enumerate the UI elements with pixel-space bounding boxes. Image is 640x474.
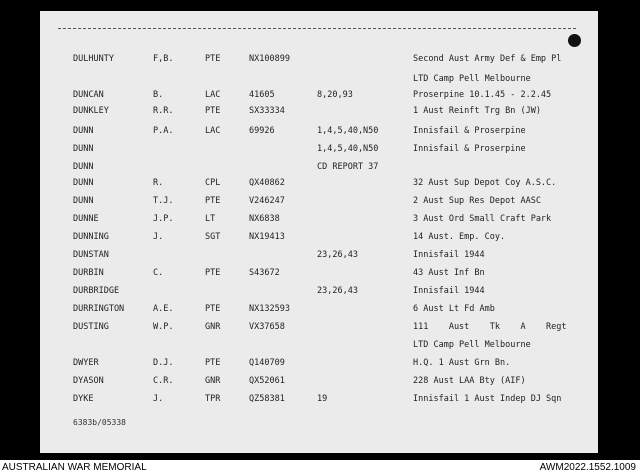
service-number: Q140709 <box>249 358 285 368</box>
rank: LT <box>205 214 216 224</box>
surname: DULHUNTY <box>73 54 114 64</box>
unit: 6 Aust Lt Fd Amb <box>413 304 495 314</box>
unit: Innisfail & Proserpine <box>413 126 526 136</box>
card-row <box>40 90 598 104</box>
punch-hole <box>568 34 581 47</box>
rank: PTE <box>205 358 221 368</box>
surname: DUNKLEY <box>73 106 109 116</box>
initials: A.E. <box>153 304 174 314</box>
surname: DURBIN <box>73 268 104 278</box>
surname: DUNNING <box>73 232 109 242</box>
initials: F,B. <box>153 54 174 64</box>
unit: 43 Aust Inf Bn <box>413 268 485 278</box>
card-row <box>40 144 598 158</box>
service-number: 69926 <box>249 126 275 136</box>
surname: DUNN <box>73 196 94 206</box>
service-number: V246247 <box>249 196 285 206</box>
initials: R. <box>153 178 164 188</box>
codes: 8,20,93 <box>317 90 353 100</box>
surname: DYKE <box>73 394 94 404</box>
card-row <box>40 376 598 390</box>
card-row <box>40 340 598 354</box>
card-row <box>40 358 598 372</box>
service-number: NX6838 <box>249 214 280 224</box>
card-row <box>40 196 598 210</box>
unit: 2 Aust Sup Res Depot AASC <box>413 196 541 206</box>
unit: Second Aust Army Def & Emp Pl <box>413 54 562 64</box>
unit: Innisfail 1944 <box>413 286 485 296</box>
initials: P.A. <box>153 126 174 136</box>
unit: Innisfail 1944 <box>413 250 485 260</box>
surname: DUNCAN <box>73 90 104 100</box>
service-number: NX100899 <box>249 54 290 64</box>
surname: DWYER <box>73 358 99 368</box>
unit: 14 Aust. Emp. Coy. <box>413 232 506 242</box>
card-row <box>40 54 598 68</box>
service-number: NX19413 <box>249 232 285 242</box>
rank: PTE <box>205 268 221 278</box>
unit: 32 Aust Sup Depot Coy A.S.C. <box>413 178 557 188</box>
rank: SGT <box>205 232 221 242</box>
rank: PTE <box>205 196 221 206</box>
card-row <box>40 178 598 192</box>
unit: Innisfail & Proserpine <box>413 144 526 154</box>
surname: DUNN <box>73 162 94 172</box>
unit: LTD Camp Pell Melbourne <box>413 74 531 84</box>
service-number: QZ58381 <box>249 394 285 404</box>
institution-caption: AUSTRALIAN WAR MEMORIAL <box>2 462 147 473</box>
initials: C.R. <box>153 376 174 386</box>
card-row <box>40 106 598 120</box>
surname: DUNNE <box>73 214 99 224</box>
rank: TPR <box>205 394 221 404</box>
codes: 1,4,5,40,N50 <box>317 126 379 136</box>
unit: 1 Aust Reinft Trg Bn (JW) <box>413 106 541 116</box>
codes: 1,4,5,40,N50 <box>317 144 379 154</box>
surname: DUNN <box>73 126 94 136</box>
unit: Proserpine 10.1.45 - 2.2.45 <box>413 90 552 100</box>
rank: LAC <box>205 90 221 100</box>
initials: D.J. <box>153 358 174 368</box>
unit: H.Q. 1 Aust Grn Bn. <box>413 358 511 368</box>
codes: 19 <box>317 394 328 404</box>
service-number: QX40862 <box>249 178 285 188</box>
rank: PTE <box>205 304 221 314</box>
card-row <box>40 126 598 140</box>
service-number: VX37658 <box>249 322 285 332</box>
rank: CPL <box>205 178 221 188</box>
accession-number: AWM2022.1552.1009 <box>539 462 636 473</box>
rank: GNR <box>205 322 221 332</box>
card-row <box>40 286 598 300</box>
surname: DURBRIDGE <box>73 286 120 296</box>
service-number: S43672 <box>249 268 280 278</box>
card-row <box>40 162 598 176</box>
service-number: NX132593 <box>249 304 290 314</box>
card-row <box>40 394 598 408</box>
card-reference-number: 6383b/05338 <box>73 418 126 427</box>
unit: Innisfail 1 Aust Indep DJ Sqn <box>413 394 562 404</box>
surname: DUNSTAN <box>73 250 109 260</box>
rank: LAC <box>205 126 221 136</box>
initials: W.P. <box>153 322 174 332</box>
surname: DUNN <box>73 144 94 154</box>
card-row <box>40 268 598 282</box>
service-number: 41605 <box>249 90 275 100</box>
codes: 23,26,43 <box>317 286 358 296</box>
unit: 111 Aust Tk A Regt <box>413 322 567 332</box>
surname: DUNN <box>73 178 94 188</box>
rank: PTE <box>205 106 221 116</box>
card-top-rule <box>58 28 576 29</box>
unit: 3 Aust Ord Small Craft Park <box>413 214 552 224</box>
codes: 23,26,43 <box>317 250 358 260</box>
card-row <box>40 304 598 318</box>
card-row <box>40 214 598 228</box>
initials: J. <box>153 394 164 404</box>
initials: C. <box>153 268 164 278</box>
card-row <box>40 74 598 88</box>
unit: LTD Camp Pell Melbourne <box>413 340 531 350</box>
surname: DYASON <box>73 376 104 386</box>
surname: DUSTING <box>73 322 109 332</box>
rank: GNR <box>205 376 221 386</box>
initials: T.J. <box>153 196 174 206</box>
card-row <box>40 250 598 264</box>
initials: J.P. <box>153 214 174 224</box>
card-row <box>40 232 598 246</box>
index-card <box>40 11 598 453</box>
service-number: SX33334 <box>249 106 285 116</box>
rank: PTE <box>205 54 221 64</box>
codes: CD REPORT 37 <box>317 162 379 172</box>
card-row <box>40 322 598 336</box>
initials: R.R. <box>153 106 174 116</box>
surname: DURRINGTON <box>73 304 125 314</box>
initials: B. <box>153 90 164 100</box>
initials: J. <box>153 232 164 242</box>
service-number: QX52061 <box>249 376 285 386</box>
unit: 228 Aust LAA Bty (AIF) <box>413 376 526 386</box>
